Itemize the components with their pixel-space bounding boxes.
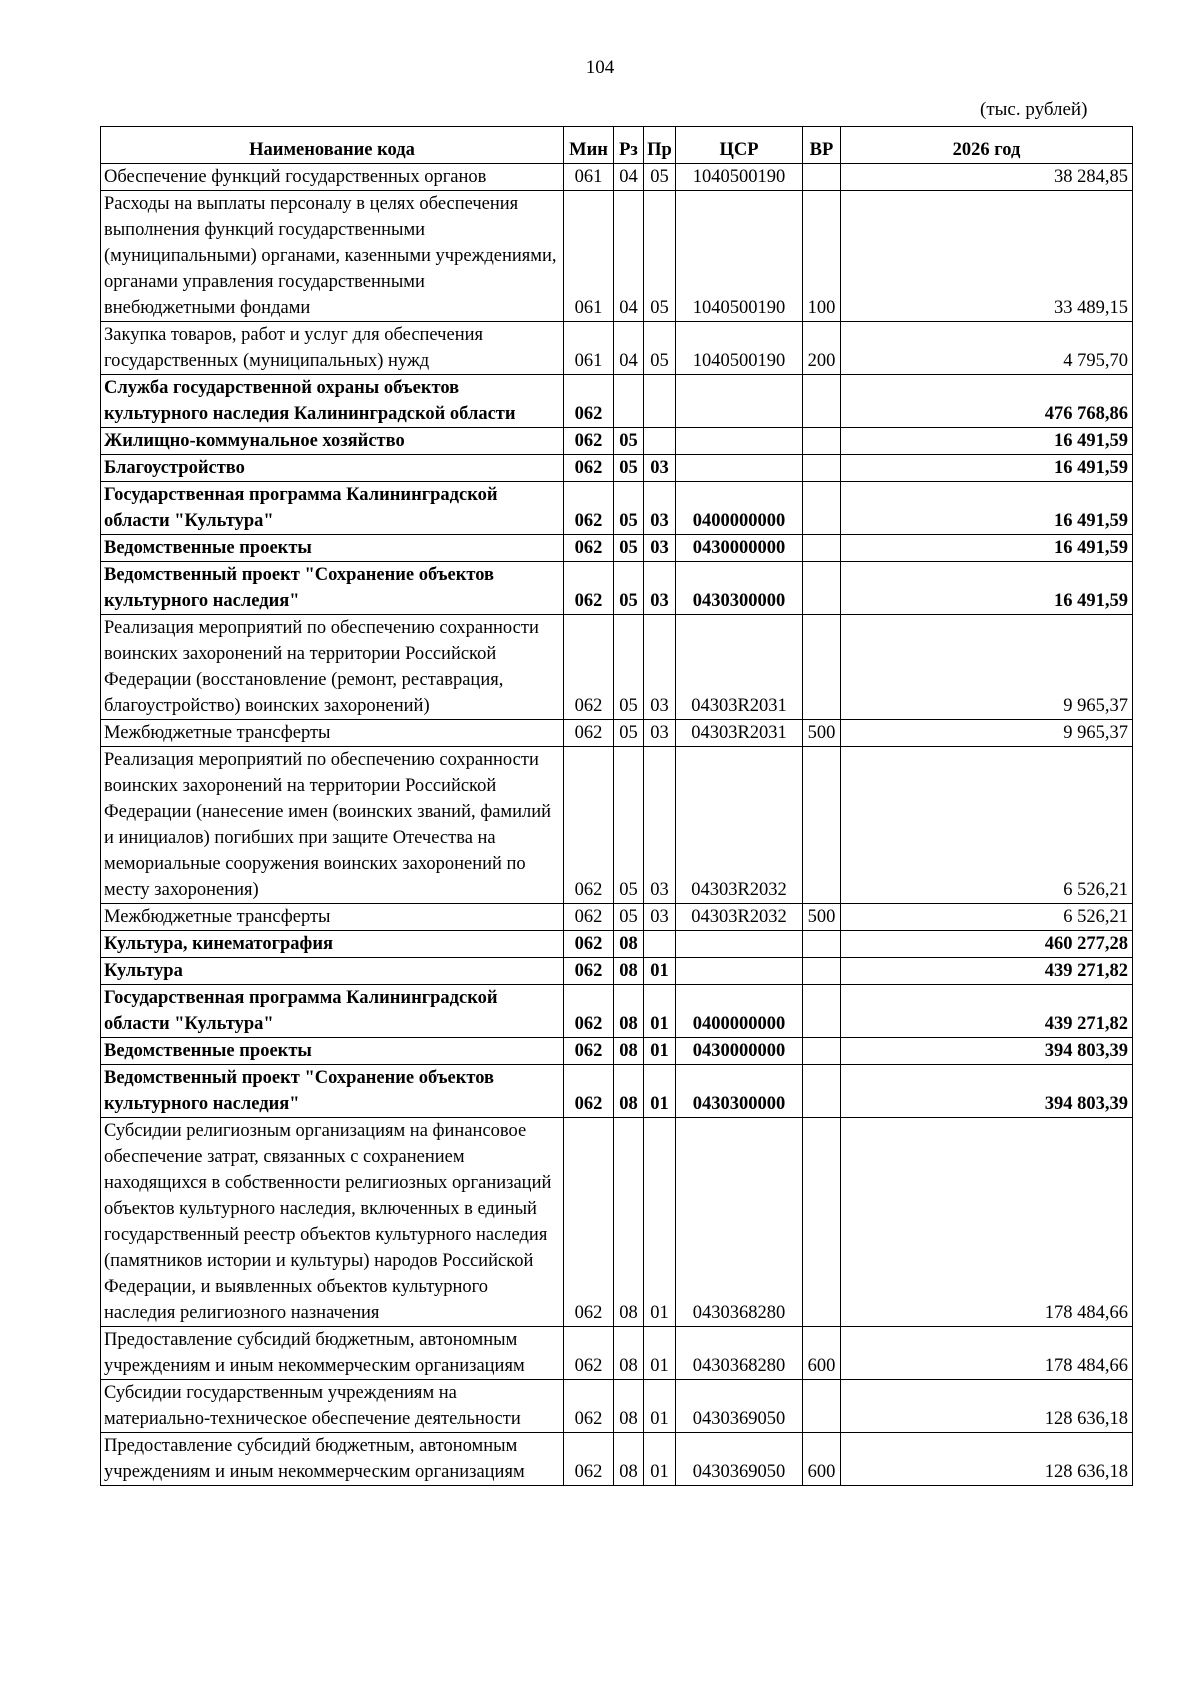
table-row — [101, 375, 1133, 428]
table-row — [101, 1065, 1133, 1118]
table-row — [101, 535, 1133, 562]
cell-name: Предоставление субсидий бюджетным, автономным учреждениям и иным некоммерческим организациям — [101, 1433, 564, 1486]
table-row — [101, 191, 1133, 322]
header-pr: Пр — [644, 127, 676, 164]
cell-value: 16 491,59 — [841, 482, 1133, 535]
table-row — [101, 455, 1133, 482]
cell-name: Благоустройство — [101, 455, 564, 482]
cell-min: 062 — [564, 958, 614, 985]
cell-rz: 05 — [614, 535, 644, 562]
table-row — [101, 1038, 1133, 1065]
cell-pr: 03 — [644, 747, 676, 904]
cell-min: 062 — [564, 1433, 614, 1486]
table-row — [101, 1118, 1133, 1327]
cell-value: 128 636,18 — [841, 1433, 1133, 1486]
cell-pr: 01 — [644, 1327, 676, 1380]
cell-rz: 05 — [614, 562, 644, 615]
cell-min: 062 — [564, 535, 614, 562]
header-csr: ЦСР — [676, 127, 803, 164]
cell-name: Служба государственной охраны объектов культурного наследия Калининградской области — [101, 375, 564, 428]
cell-csr: 04303R2031 — [676, 615, 803, 720]
cell-min: 062 — [564, 1065, 614, 1118]
table-row — [101, 615, 1133, 720]
table-row — [101, 164, 1133, 191]
cell-pr: 01 — [644, 958, 676, 985]
cell-csr — [676, 375, 803, 428]
cell-pr: 03 — [644, 904, 676, 931]
cell-vr — [803, 1038, 841, 1065]
cell-pr — [644, 375, 676, 428]
table-row — [101, 1433, 1133, 1486]
cell-csr — [676, 428, 803, 455]
table-row — [101, 1380, 1133, 1433]
cell-name: Государственная программа Калининградской области "Культура" — [101, 985, 564, 1038]
header-min: Мин — [564, 127, 614, 164]
cell-csr: 1040500190 — [676, 191, 803, 322]
cell-vr — [803, 535, 841, 562]
cell-csr: 0430000000 — [676, 535, 803, 562]
cell-rz: 08 — [614, 1038, 644, 1065]
cell-min: 061 — [564, 191, 614, 322]
table-row — [101, 562, 1133, 615]
cell-name: Предоставление субсидий бюджетным, автономным учреждениям и иным некоммерческим организациям — [101, 1327, 564, 1380]
header-year: 2026 год — [841, 127, 1133, 164]
cell-value: 394 803,39 — [841, 1038, 1133, 1065]
cell-pr: 03 — [644, 720, 676, 747]
cell-min: 062 — [564, 1380, 614, 1433]
table-row — [101, 720, 1133, 747]
header-vr: ВР — [803, 127, 841, 164]
cell-pr: 01 — [644, 1118, 676, 1327]
cell-name: Субсидии религиозным организациям на финансовое обеспечение затрат, связанных с сохранением находящихся в собственности религиозных организаций объектов культурного наследия, включенных в единый государственный реестр объектов культурного наследия (памятников истории и культуры) народов Российской Федерации, и выявленных объектов культурного наследия религиозного назначения — [101, 1118, 564, 1327]
cell-csr: 0430000000 — [676, 1038, 803, 1065]
cell-csr — [676, 958, 803, 985]
cell-pr: 01 — [644, 1380, 676, 1433]
page-number: 104 — [585, 57, 615, 78]
cell-rz: 08 — [614, 1118, 644, 1327]
cell-rz: 08 — [614, 1433, 644, 1486]
cell-csr: 0430368280 — [676, 1327, 803, 1380]
cell-value: 4 795,70 — [841, 322, 1133, 375]
header-rz: Рз — [614, 127, 644, 164]
cell-csr: 04303R2032 — [676, 747, 803, 904]
cell-name: Реализация мероприятий по обеспечению сохранности воинских захоронений на территории Российской Федерации (нанесение имен (воинских званий, фамилий и инициалов) погибших при защите Отечества на мемориальные сооружения воинских захоронений по месту захоронения) — [101, 747, 564, 904]
cell-value: 178 484,66 — [841, 1327, 1133, 1380]
cell-vr — [803, 164, 841, 191]
cell-name: Межбюджетные трансферты — [101, 904, 564, 931]
cell-min: 062 — [564, 931, 614, 958]
cell-csr: 0430368280 — [676, 1118, 803, 1327]
cell-pr: 05 — [644, 164, 676, 191]
cell-min: 062 — [564, 375, 614, 428]
table-body — [101, 164, 1133, 1486]
cell-vr — [803, 958, 841, 985]
table-row — [101, 931, 1133, 958]
cell-name: Обеспечение функций государственных органов — [101, 164, 564, 191]
table-row — [101, 1327, 1133, 1380]
cell-rz: 08 — [614, 958, 644, 985]
cell-rz: 08 — [614, 1065, 644, 1118]
cell-min: 062 — [564, 615, 614, 720]
cell-name: Жилищно-коммунальное хозяйство — [101, 428, 564, 455]
cell-pr: 05 — [644, 322, 676, 375]
cell-vr — [803, 615, 841, 720]
cell-rz: 05 — [614, 482, 644, 535]
cell-rz: 05 — [614, 904, 644, 931]
cell-value: 178 484,66 — [841, 1118, 1133, 1327]
cell-csr: 0430300000 — [676, 562, 803, 615]
cell-min: 062 — [564, 428, 614, 455]
cell-vr: 600 — [803, 1433, 841, 1486]
cell-name: Межбюджетные трансферты — [101, 720, 564, 747]
cell-pr — [644, 931, 676, 958]
budget-table — [100, 126, 1133, 1486]
cell-min: 062 — [564, 720, 614, 747]
cell-vr: 600 — [803, 1327, 841, 1380]
cell-rz: 08 — [614, 931, 644, 958]
cell-value: 439 271,82 — [841, 958, 1133, 985]
cell-min: 062 — [564, 1118, 614, 1327]
cell-csr: 1040500190 — [676, 322, 803, 375]
cell-value: 6 526,21 — [841, 904, 1133, 931]
cell-csr: 0400000000 — [676, 985, 803, 1038]
cell-csr: 0430300000 — [676, 1065, 803, 1118]
cell-vr — [803, 747, 841, 904]
cell-min: 061 — [564, 322, 614, 375]
cell-name: Расходы на выплаты персоналу в целях обеспечения выполнения функций государственными (муниципальными) органами, казенными учреждениями, органами управления государственными внебюджетными фондами — [101, 191, 564, 322]
table-row — [101, 985, 1133, 1038]
cell-vr — [803, 1118, 841, 1327]
cell-pr: 01 — [644, 985, 676, 1038]
units-label: (тыс. рублей) — [980, 99, 1088, 120]
cell-value: 128 636,18 — [841, 1380, 1133, 1433]
cell-value: 16 491,59 — [841, 535, 1133, 562]
cell-pr — [644, 428, 676, 455]
cell-csr: 0400000000 — [676, 482, 803, 535]
cell-rz: 05 — [614, 455, 644, 482]
cell-vr — [803, 482, 841, 535]
cell-vr — [803, 985, 841, 1038]
cell-name: Государственная программа Калининградской области "Культура" — [101, 482, 564, 535]
cell-min: 062 — [564, 1327, 614, 1380]
cell-csr — [676, 455, 803, 482]
table-row — [101, 322, 1133, 375]
cell-min: 062 — [564, 985, 614, 1038]
table-row — [101, 958, 1133, 985]
cell-value: 439 271,82 — [841, 985, 1133, 1038]
cell-value: 6 526,21 — [841, 747, 1133, 904]
cell-csr: 0430369050 — [676, 1433, 803, 1486]
cell-pr: 01 — [644, 1065, 676, 1118]
cell-value: 33 489,15 — [841, 191, 1133, 322]
cell-name: Реализация мероприятий по обеспечению сохранности воинских захоронений на территории Российской Федерации (восстановление (ремонт, реставрация, благоустройство) воинских захоронений) — [101, 615, 564, 720]
cell-rz: 08 — [614, 1327, 644, 1380]
cell-pr: 03 — [644, 535, 676, 562]
cell-min: 062 — [564, 455, 614, 482]
cell-min: 062 — [564, 1038, 614, 1065]
header-name: Наименование кода — [101, 127, 564, 164]
cell-name: Культура — [101, 958, 564, 985]
cell-vr: 500 — [803, 904, 841, 931]
cell-min: 062 — [564, 904, 614, 931]
cell-rz: 08 — [614, 985, 644, 1038]
cell-pr: 01 — [644, 1038, 676, 1065]
cell-min: 061 — [564, 164, 614, 191]
cell-rz: 04 — [614, 164, 644, 191]
cell-value: 16 491,59 — [841, 428, 1133, 455]
cell-name: Ведомственные проекты — [101, 535, 564, 562]
cell-rz: 04 — [614, 191, 644, 322]
table-row — [101, 428, 1133, 455]
cell-value: 9 965,37 — [841, 615, 1133, 720]
cell-name: Ведомственные проекты — [101, 1038, 564, 1065]
cell-vr — [803, 428, 841, 455]
cell-pr: 01 — [644, 1433, 676, 1486]
cell-vr — [803, 931, 841, 958]
cell-vr — [803, 562, 841, 615]
cell-value: 394 803,39 — [841, 1065, 1133, 1118]
cell-min: 062 — [564, 482, 614, 535]
cell-rz: 05 — [614, 720, 644, 747]
cell-rz: 08 — [614, 1380, 644, 1433]
cell-csr: 04303R2032 — [676, 904, 803, 931]
cell-rz: 04 — [614, 322, 644, 375]
cell-value: 16 491,59 — [841, 562, 1133, 615]
cell-min: 062 — [564, 747, 614, 904]
cell-value: 16 491,59 — [841, 455, 1133, 482]
table-row — [101, 482, 1133, 535]
table-row — [101, 904, 1133, 931]
cell-pr: 03 — [644, 562, 676, 615]
cell-name: Субсидии государственным учреждениям на материально-техническое обеспечение деятельности — [101, 1380, 564, 1433]
table-header-row — [101, 127, 1133, 164]
cell-rz — [614, 375, 644, 428]
cell-value: 476 768,86 — [841, 375, 1133, 428]
cell-vr — [803, 455, 841, 482]
cell-value: 460 277,28 — [841, 931, 1133, 958]
cell-vr — [803, 1380, 841, 1433]
cell-value: 38 284,85 — [841, 164, 1133, 191]
cell-pr: 03 — [644, 455, 676, 482]
cell-pr: 03 — [644, 615, 676, 720]
cell-vr: 100 — [803, 191, 841, 322]
cell-rz: 05 — [614, 428, 644, 455]
cell-pr: 03 — [644, 482, 676, 535]
cell-vr — [803, 1065, 841, 1118]
cell-pr: 05 — [644, 191, 676, 322]
cell-csr: 0430369050 — [676, 1380, 803, 1433]
cell-csr: 1040500190 — [676, 164, 803, 191]
cell-name: Ведомственный проект "Сохранение объектов культурного наследия" — [101, 562, 564, 615]
table-row — [101, 747, 1133, 904]
cell-rz: 05 — [614, 747, 644, 904]
cell-min: 062 — [564, 562, 614, 615]
cell-value: 9 965,37 — [841, 720, 1133, 747]
cell-csr — [676, 931, 803, 958]
cell-vr — [803, 375, 841, 428]
cell-rz: 05 — [614, 615, 644, 720]
cell-vr: 500 — [803, 720, 841, 747]
cell-vr: 200 — [803, 322, 841, 375]
cell-csr: 04303R2031 — [676, 720, 803, 747]
cell-name: Ведомственный проект "Сохранение объектов культурного наследия" — [101, 1065, 564, 1118]
cell-name: Закупка товаров, работ и услуг для обеспечения государственных (муниципальных) нужд — [101, 322, 564, 375]
cell-name: Культура, кинематография — [101, 931, 564, 958]
